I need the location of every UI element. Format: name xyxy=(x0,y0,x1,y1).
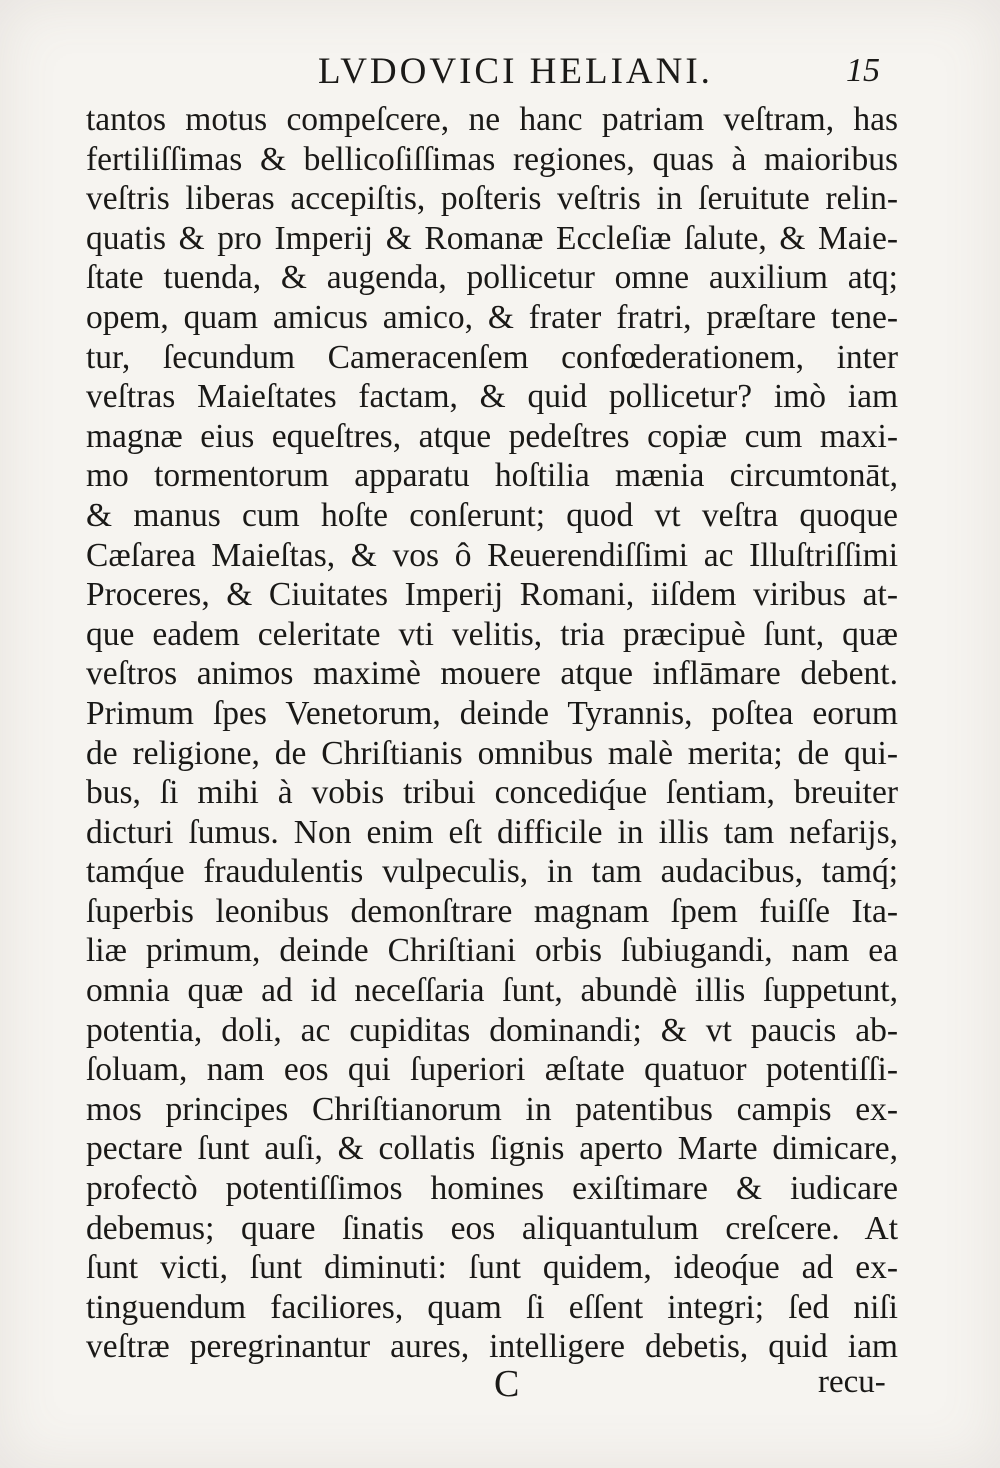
text-line: dicturi ſumus. Non enim eſt difficile in illis tam nefarijs, xyxy=(86,813,898,851)
text-line: veſtras Maieſtates factam, & quid pollicetur? imò iam xyxy=(86,378,898,416)
text-line: Proceres, & Ciuitates Imperij Romani, iiſdem viribus at- xyxy=(86,576,898,614)
text-line: potentia, doli, ac cupiditas dominandi; & vt paucis ab- xyxy=(86,1011,898,1049)
signature-mark: C xyxy=(494,1363,520,1405)
page-number: 15 xyxy=(846,52,880,89)
text-line: mo tormentorum apparatu hoſtilia mænia circumtonāt, xyxy=(86,457,898,495)
running-head xyxy=(0,48,1000,98)
text-line: pectare ſunt auſi, & collatis ſignis aperto Marte dimicare, xyxy=(86,1130,898,1168)
text-line: veſtros animos maximè mouere atque inflāmare debent. xyxy=(86,655,898,693)
text-line: veſtris liberas accepiſtis, poſteris veſtris in ſeruitute relin- xyxy=(86,180,898,218)
text-line: mos principes Chriſtianorum in patentibus campis ex- xyxy=(86,1090,898,1128)
catchword: recu- xyxy=(818,1364,886,1400)
text-line: de religione, de Chriſtianis omnibus malè merita; de qui- xyxy=(86,734,898,772)
text-line: Cæſarea Maieſtas, & vos ô Reuerendiſſimi ac Illuſtriſſimi xyxy=(86,536,898,574)
text-line: tur, ſecundum Cameracenſem confœderationem, inter xyxy=(86,338,898,376)
page-footer xyxy=(0,1362,1000,1412)
text-line: debemus; quare ſinatis eos aliquantulum creſcere. At xyxy=(86,1209,898,1247)
running-title: LVDOVICI HELIANI. xyxy=(318,51,713,92)
text-line: ſoluam, nam eos qui ſuperiori æſtate quatuor potentiſſi- xyxy=(86,1051,898,1089)
text-line: magnæ eius equeſtres, atque pedeſtres copiæ cum maxi- xyxy=(86,417,898,455)
text-line: & manus cum hoſte conſerunt; quod vt veſtra quoque xyxy=(86,496,898,534)
text-line: tamq́ue fraudulentis vulpeculis, in tam audacibus, tamq́; xyxy=(86,853,898,891)
text-line: ſtate tuenda, & augenda, pollicetur omne auxilium atq; xyxy=(86,259,898,297)
text-line: profectò potentiſſimos homines exiſtimare & iudicare xyxy=(86,1170,898,1208)
text-line: tantos motus compeſcere, ne hanc patriam veſtram, has xyxy=(86,101,898,138)
text-line: que eadem celeritate vti velitis, tria præcipuè ſunt, quæ xyxy=(86,615,898,653)
text-line: ſuperbis leonibus demonſtrare magnam ſpem fuiſſe Ita- xyxy=(86,892,898,930)
text-line: ſunt victi, ſunt diminuti: ſunt quidem, ideoq́ue ad ex- xyxy=(86,1249,898,1287)
body-text xyxy=(86,100,898,1367)
text-line: quatis & pro Imperij & Romanæ Eccleſiæ ſalute, & Maie- xyxy=(86,219,898,257)
text-line: veſtræ peregrinantur aures, intelligere debetis, quid iam xyxy=(86,1328,898,1366)
text-line: fertiliſſimas & bellicoſiſſimas regiones, quas à maioribus xyxy=(86,140,898,178)
text-line: opem, quam amicus amico, & frater fratri, præſtare tene- xyxy=(86,298,898,336)
text-line: omnia quæ ad id neceſſaria ſunt, abundè illis ſuppetunt, xyxy=(86,972,898,1010)
text-line: tinguendum faciliores, quam ſi eſſent integri; ſed niſi xyxy=(86,1288,898,1326)
text-line: liæ primum, deinde Chriſtiani orbis ſubiugandi, nam ea xyxy=(86,932,898,970)
text-line: bus, ſi mihi à vobis tribui concediq́ue ſentiam, breuiter xyxy=(86,774,898,812)
text-line: Primum ſpes Venetorum, deinde Tyrannis, poſtea eorum xyxy=(86,694,898,732)
